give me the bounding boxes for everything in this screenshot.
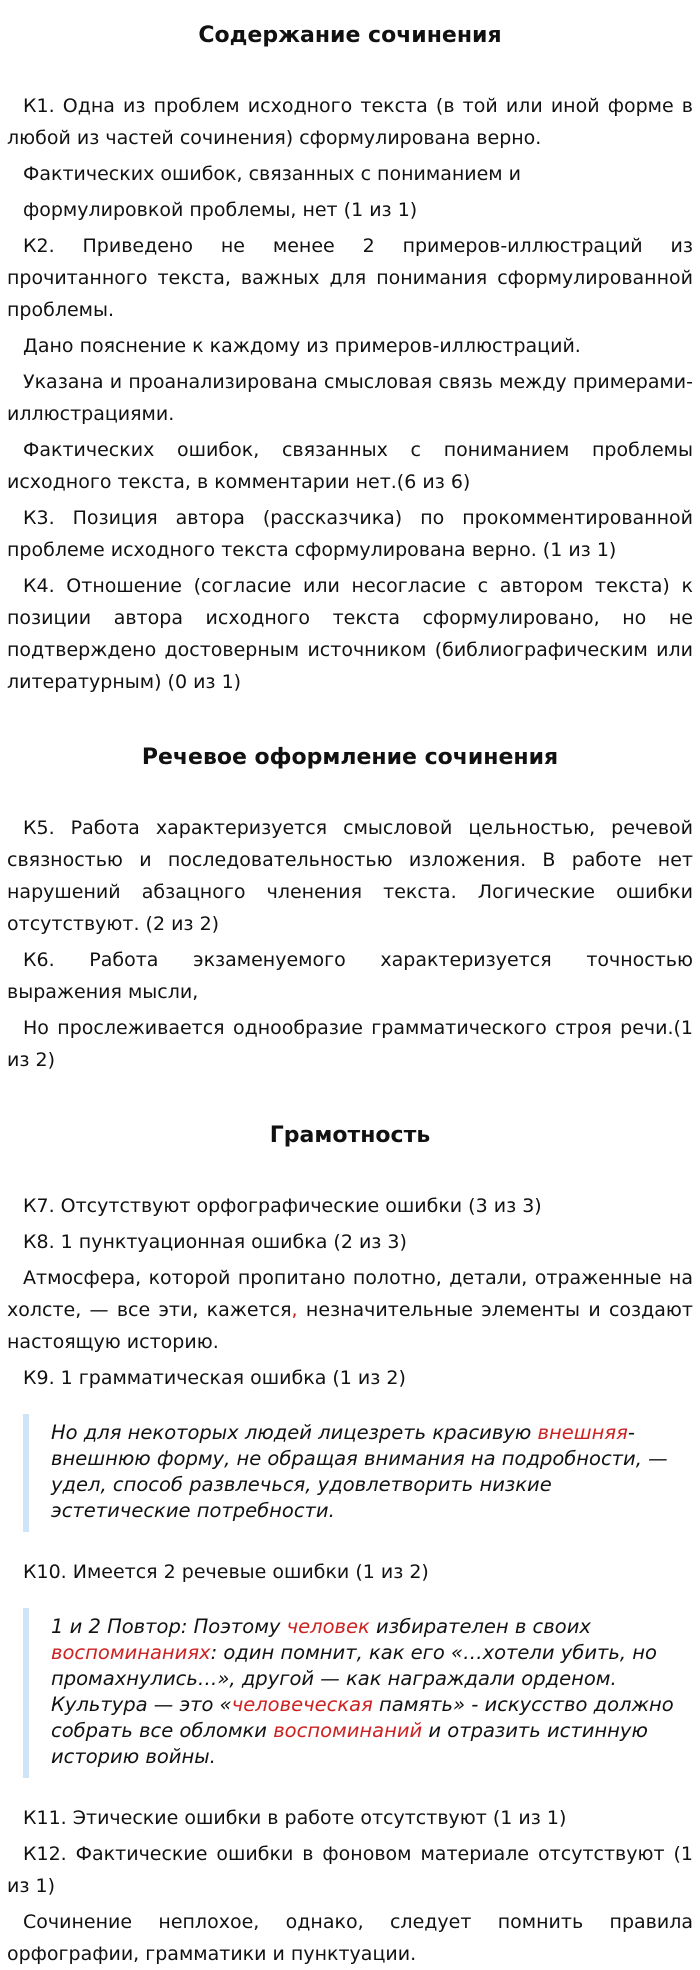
criterion-k12: К12. Фактические ошибки в фоновом материале отсутствуют (1 из 1) [7, 1843, 693, 1897]
criterion-k11: К11. Этические ошибки в работе отсутствуют (1 из 1) [23, 1807, 567, 1829]
paragraph: Дано пояснение к каждому из примеров-иллюстраций. [23, 335, 581, 357]
paragraph: Фактических ошибок, связанных с пониманием проблемы исходного текста, в комментарии нет.(6 из 6) [7, 439, 693, 493]
paragraph: формулировкой проблемы, нет (1 из 1) [23, 199, 418, 221]
criterion-k8: К8. 1 пунктуационная ошибка (2 из 3) [23, 1231, 407, 1253]
error-highlight: , [291, 1299, 298, 1321]
conclusion: Сочинение неплохое, однако, следует помнить правила орфографии, грамматики и пунктуации. [7, 1911, 693, 1965]
quote-fragment: Но для некоторых людей лицезреть красивую [51, 1421, 538, 1444]
example-text: незначительные элементы и создают настоящую историю. [7, 1299, 693, 1353]
section-title-content: Содержание сочинения [198, 23, 502, 48]
paragraph: Указана и проанализирована смысловая связь между примерами-иллюстрациями. [7, 371, 693, 425]
example-text: Атмосфера, которой пропитано полотно, детали, отраженные на холсте, — все эти, кажется [7, 1267, 693, 1321]
quote-fragment: 1 и 2 Повтор: Поэтому [51, 1615, 287, 1638]
punctuation-error-example [7, 1262, 693, 1358]
criterion-k2: К2. Приведено не менее 2 примеров-иллюстраций из прочитанного текста, важных для понимания сформулированной проблемы. [7, 235, 693, 321]
criterion-k3: К3. Позиция автора (рассказчика) по прокомментированной проблеме исходного текста сформулирована верно. (1 из 1) [7, 507, 693, 561]
paragraph: Но прослеживается однообразие грамматического строя речи.(1 из 2) [7, 1017, 693, 1071]
section-title-literacy: Грамотность [269, 1123, 431, 1148]
section-title-speech: Речевое оформление сочинения [141, 745, 559, 770]
criterion-k5: К5. Работа характеризуется смысловой цельностью, речевой связностью и последовательностью изложения. В работе нет нарушений абзацного членения текста. Логические ошибки отсутствуют. (2 из 2) [7, 817, 693, 935]
criterion-k7: К7. Отсутствуют орфографические ошибки (3 из 3) [23, 1195, 542, 1217]
quote-fragment: : один помнит, как его «…хотели убить, но промахнулись…», другой — как награждали орденом. Культура — это « [51, 1641, 657, 1716]
error-highlight: воспоминаний [273, 1719, 423, 1742]
quote-text [51, 1420, 693, 1524]
criterion-k9: К9. 1 грамматическая ошибка (1 из 2) [23, 1367, 406, 1389]
criterion-k10: К10. Имеется 2 речевые ошибки (1 из 2) [23, 1561, 429, 1583]
grammar-error-quote [23, 1414, 693, 1532]
error-highlight: воспоминаниях [51, 1641, 211, 1664]
criterion-k1: К1. Одна из проблем исходного текста (в той или иной форме в любой из частей сочинения) сформулирована верно. [7, 95, 693, 149]
criterion-k4: К4. Отношение (согласие или несогласие с автором текста) к позиции автора исходного текста сформулировано, но не подтверждено достоверным источником (библиографическим или литературным) (0 из 1) [7, 575, 693, 693]
error-highlight: человеческая [231, 1693, 373, 1716]
quote-text [51, 1614, 693, 1770]
error-highlight: человек [286, 1615, 370, 1638]
paragraph: Фактических ошибок, связанных с пониманием и [23, 163, 522, 185]
error-highlight: внешняя [537, 1421, 628, 1444]
quote-fragment: -внешнюю форму, не обращая внимания на подробности, — удел, способ развлечься, удовлетворить низкие эстетические потребности. [51, 1421, 668, 1522]
quote-fragment: и отразить истинную историю войны. [51, 1719, 648, 1768]
quote-fragment: избирателен в своих [369, 1615, 591, 1638]
speech-error-quote [23, 1608, 693, 1778]
criterion-k6: К6. Работа экзаменуемого характеризуется точностью выражения мысли, [7, 949, 693, 1003]
quote-fragment: память» - искусство должно собрать все обломки [51, 1693, 674, 1742]
